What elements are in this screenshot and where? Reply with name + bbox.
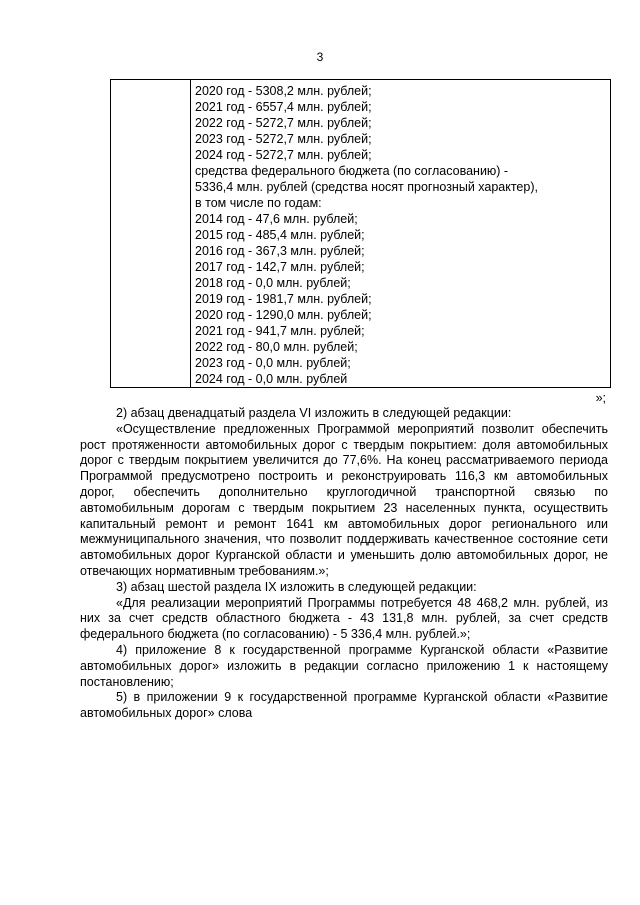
funding-line: 2020 год - 1290,0 млн. рублей; bbox=[195, 308, 372, 322]
funding-line: 2015 год - 485,4 млн. рублей; bbox=[195, 228, 365, 242]
funding-line: 2024 год - 0,0 млн. рублей bbox=[195, 372, 348, 386]
funding-lines bbox=[195, 83, 605, 387]
funding-line: 2016 год - 367,3 млн. рублей; bbox=[195, 244, 365, 258]
table-column-divider bbox=[190, 80, 191, 387]
funding-line: 2020 год - 5308,2 млн. рублей; bbox=[195, 84, 372, 98]
paragraph-item-4: 4) приложение 8 к государственной программе Курганской области «Развитие автомобильных дорог» изложить в редакции согласно приложению 1 к настоящему постановлению; bbox=[80, 642, 608, 689]
funding-line: 2023 год - 0,0 млн. рублей; bbox=[195, 356, 351, 370]
funding-table bbox=[110, 79, 611, 388]
funding-line: 2024 год - 5272,7 млн. рублей; bbox=[195, 148, 372, 162]
funding-line: 2018 год - 0,0 млн. рублей; bbox=[195, 276, 351, 290]
funding-line: 5336,4 млн. рублей (средства носят прогнозный характер), bbox=[195, 180, 538, 194]
funding-line: 2019 год - 1981,7 млн. рублей; bbox=[195, 292, 372, 306]
paragraph-section-ix-text: «Для реализации мероприятий Программы потребуется 48 468,2 млн. рублей, из них за счет средств областного бюджета - 43 131,8 млн. рублей, за счет средств федерального бюджета (по согласованию) - 5 336,4 млн. рублей.»; bbox=[80, 595, 608, 642]
paragraph-item-5: 5) в приложении 9 к государственной программе Курганской области «Развитие автомобильных дорог» слова bbox=[80, 690, 608, 721]
funding-line: 2014 год - 47,6 млн. рублей; bbox=[195, 212, 358, 226]
funding-line: 2017 год - 142,7 млн. рублей; bbox=[195, 260, 365, 274]
paragraph-item-2: 2) абзац двенадцатый раздела VI изложить в следующей редакции: bbox=[116, 406, 512, 420]
funding-line: в том числе по годам: bbox=[195, 196, 322, 210]
funding-line: 2022 год - 5272,7 млн. рублей; bbox=[195, 116, 372, 130]
funding-line: 2023 год - 5272,7 млн. рублей; bbox=[195, 132, 372, 146]
funding-line: 2022 год - 80,0 млн. рублей; bbox=[195, 340, 358, 354]
funding-line: средства федерального бюджета (по согласованию) - bbox=[195, 164, 509, 178]
funding-line: 2021 год - 6557,4 млн. рублей; bbox=[195, 100, 372, 114]
page-number: 3 bbox=[316, 50, 324, 64]
paragraph-item-3: 3) абзац шестой раздела IX изложить в следующей редакции: bbox=[116, 579, 477, 594]
amendment-text bbox=[80, 406, 608, 722]
closing-quote-mark: »; bbox=[595, 391, 606, 405]
paragraph-section-vi-text: «Осуществление предложенных Программой мероприятий позволит обеспечить рост протяженности автомобильных дорог с твердым покрытием: доля автомобильных дорог с твердым покрытием увеличится до 77,6%. На конец рассматриваемого периода Программой предусмотрено построить и реконструировать 116,3 км автомобильных дорог, обеспечить дополнительно круглогодичной транспортной связью по автомобильным дорогам с твердым покрытием 23 населенных пункта, осуществить капитальный ремонт и ремонт 1641 км автомобильных дорог регионального или межмуниципального значения, что позволит поддерживать качественное состояние сети автомобильных дорог Курганской области и уменьшить долю автомобильных дорог, не отвечающих нормативным требованиям.»; bbox=[80, 421, 608, 578]
funding-line: 2021 год - 941,7 млн. рублей; bbox=[195, 324, 365, 338]
